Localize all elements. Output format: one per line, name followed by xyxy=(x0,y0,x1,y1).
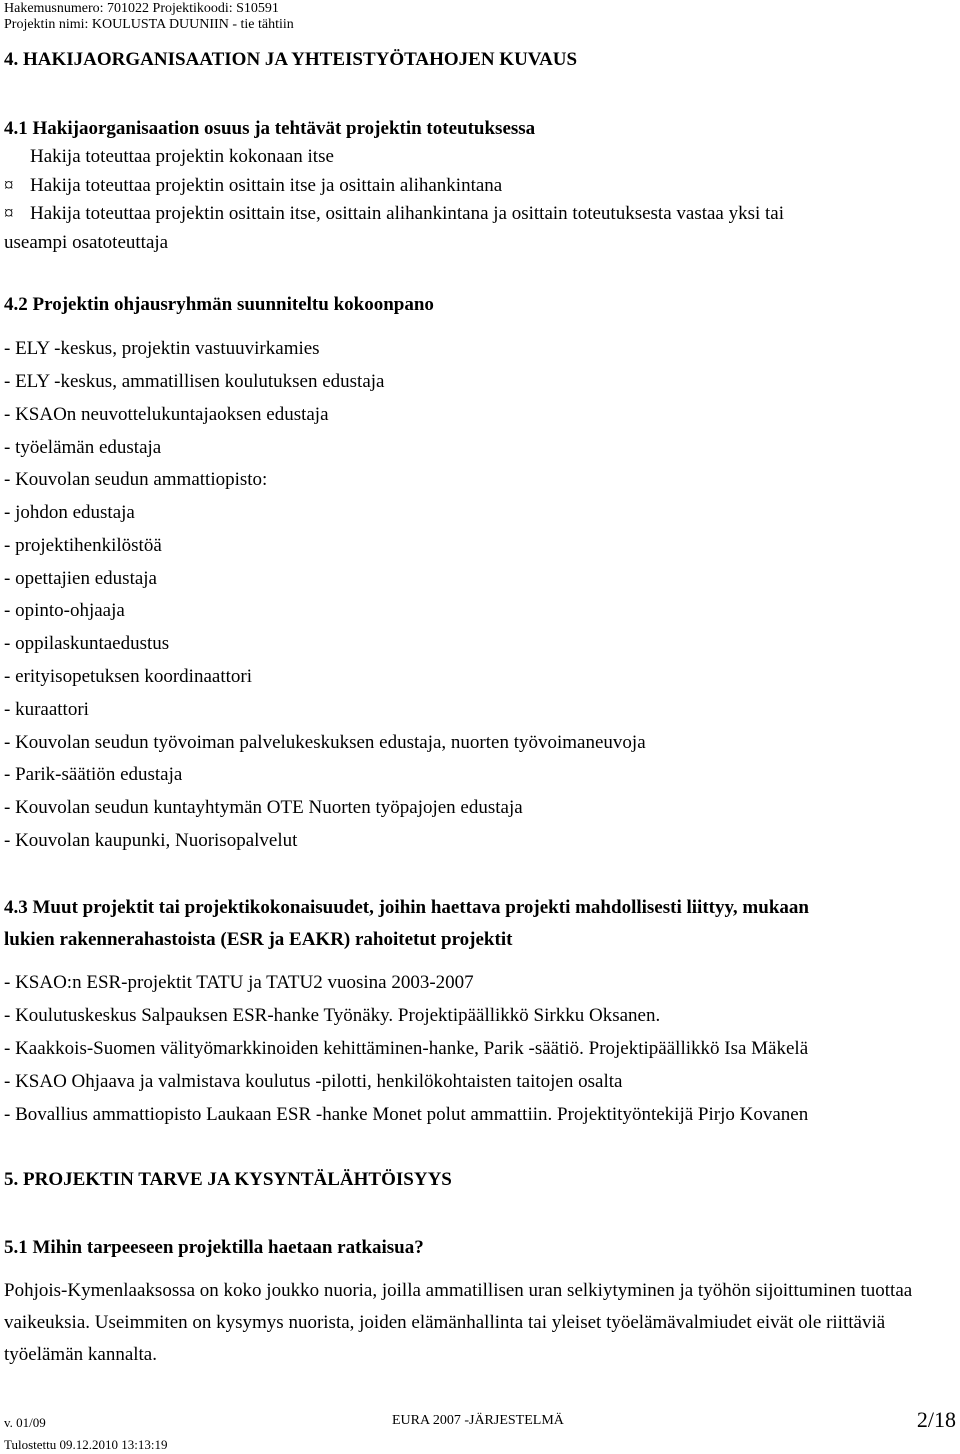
list-item: - Bovallius ammattiopisto Laukaan ESR -hanke Monet polut ammattiin. Projektityöntekijä Pirjo Kovanen xyxy=(4,1104,809,1125)
footer-system: EURA 2007 -JÄRJESTELMÄ xyxy=(392,1413,564,1428)
option-text: Hakija toteuttaa projektin osittain itse ja osittain alihankintana xyxy=(30,175,503,196)
list-item: - Kaakkois-Suomen välityömarkkinoiden kehittäminen-hanke, Parik -säätiö. Projektipäällikkö Isa Mäkelä xyxy=(4,1038,809,1059)
list-item: - työelämän edustaja xyxy=(4,437,162,458)
option-text: Hakija toteuttaa projektin osittain itse, osittain alihankintana ja osittain toteutuksesta vastaa yksi tai xyxy=(30,203,785,224)
list-item: - ELY -keskus, ammatillisen koulutuksen edustaja xyxy=(4,371,385,392)
list-item: - Kouvolan seudun ammattiopisto: xyxy=(4,469,268,490)
list-item: - Kouvolan kaupunki, Nuorisopalvelut xyxy=(4,830,298,851)
list-item: - kuraattori xyxy=(4,699,89,720)
list-item: - KSAOn neuvottelukuntajaoksen edustaja xyxy=(4,404,329,425)
list-item: - Kouvolan seudun kuntayhtymän OTE Nuorten työpajojen edustaja xyxy=(4,797,523,818)
list-item: - KSAO Ohjaava ja valmistava koulutus -pilotti, henkilökohtaisten taitojen osalta xyxy=(4,1071,623,1092)
section-4-1-title: 4.1 Hakijaorganisaation osuus ja tehtävät projektin toteutuksessa xyxy=(4,118,536,139)
page-header xyxy=(4,1,294,33)
list-item: - ELY -keskus, projektin vastuuvirkamies xyxy=(4,338,320,359)
list-item: - erityisopetuksen koordinaattori xyxy=(4,666,252,687)
list-item: - opettajien edustaja xyxy=(4,568,157,589)
header-project-name: Projektin nimi: KOULUSTA DUUNIIN - tie tähtiin xyxy=(4,17,294,32)
list-item: - projektihenkilöstöä xyxy=(4,535,162,556)
section-4-title: 4. HAKIJAORGANISAATION JA YHTEISTYÖTAHOJEN KUVAUS xyxy=(4,49,578,70)
page-number: 2/18 xyxy=(916,1407,956,1432)
section-4-2-title: 4.2 Projektin ohjausryhmän suunniteltu kokoonpano xyxy=(4,294,434,315)
list-item: - opinto-ohjaaja xyxy=(4,600,125,621)
section-4-3-title-line-1: 4.3 Muut projektit tai projektikokonaisuudet, joihin haettava projekti mahdollisesti liittyy, mukaan xyxy=(4,897,809,918)
section-4-3-title-line-2: lukien rakennerahastoista (ESR ja EAKR) rahoitetut projektit xyxy=(4,929,513,950)
list-item: - johdon edustaja xyxy=(4,502,135,523)
footer-printed: Tulostettu 09.12.2010 13:13:19 xyxy=(4,1437,168,1452)
list-item: - Parik-säätiön edustaja xyxy=(4,764,183,785)
option-marker: ¤ xyxy=(4,203,14,224)
option-row xyxy=(4,146,334,168)
option-marker: ¤ xyxy=(4,175,14,196)
section-5-title: 5. PROJEKTIN TARVE JA KYSYNTÄLÄHTÖISYYS xyxy=(4,1169,452,1190)
list-item: - oppilaskuntaedustus xyxy=(4,633,170,654)
option-row xyxy=(4,203,784,225)
header-application-number: Hakemusnumero: 701022 Projektikoodi: S10591 xyxy=(4,1,279,16)
list-item: - Kouvolan seudun työvoiman palvelukeskuksen edustaja, nuorten työvoimaneuvoja xyxy=(4,732,646,753)
list-item: - Koulutuskeskus Salpauksen ESR-hanke Työnäky. Projektipäällikkö Sirkku Oksanen. xyxy=(4,1005,661,1026)
section-5-1-title: 5.1 Mihin tarpeeseen projektilla haetaan ratkaisua? xyxy=(4,1237,424,1258)
footer-version: v. 01/09 xyxy=(4,1415,46,1430)
section-5-1-paragraph: Pohjois-Kymenlaaksossa on koko joukko nuoria, joilla ammatillisen uran selkiytyminen ja työhön sijoittuminen tuottaa vaikeuksia. Useimmiten on kysymys nuorista, joiden elämänhallinta tai yleiset työelämävalmiudet eivät ole riittäviä työelämän kannalta. xyxy=(4,1280,913,1365)
option-continuation: useampi osatoteuttaja xyxy=(4,232,169,253)
list-item: - KSAO:n ESR-projektit TATU ja TATU2 vuosina 2003-2007 xyxy=(4,972,474,993)
option-row xyxy=(4,175,502,197)
option-text: Hakija toteuttaa projektin kokonaan itse xyxy=(30,146,334,167)
